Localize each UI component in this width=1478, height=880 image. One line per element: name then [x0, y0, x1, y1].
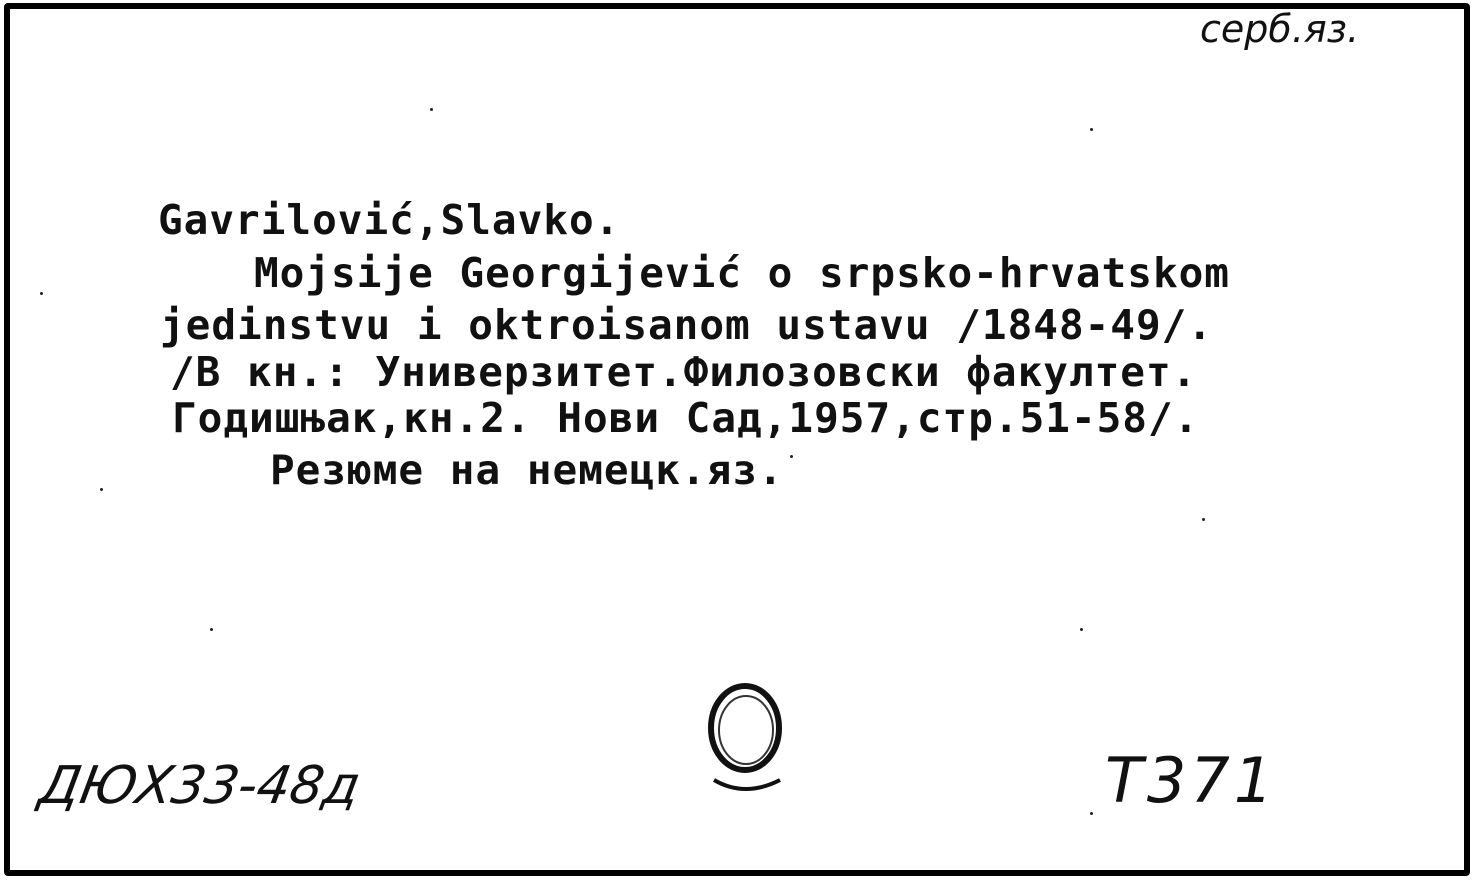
- scan-speck: [40, 292, 43, 295]
- call-number: Т371: [1105, 744, 1278, 817]
- scan-speck: [100, 488, 103, 491]
- scan-speck: [210, 628, 213, 631]
- record-title-line: jedinstvu i oktroisanom ustavu /1848-49/.: [160, 301, 1214, 349]
- record-source-line: /В кн.: Универзитет.Филозовски факултет.: [170, 348, 1198, 396]
- scan-speck: [1090, 128, 1093, 131]
- scan-speck: [1202, 518, 1205, 521]
- scan-speck: [430, 108, 433, 111]
- scan-speck: [1080, 628, 1083, 631]
- language-note: серб.яз.: [1200, 7, 1360, 51]
- scan-speck: [790, 455, 793, 458]
- record-title-line: Mojsije Georgijević o srpsko-hrvatskom: [254, 249, 1230, 297]
- record-source-line: Годишњак,кн.2. Нови Сад,1957,стр.51-58/.: [172, 394, 1200, 442]
- scan-speck: [1090, 812, 1093, 815]
- punch-hole: [700, 680, 800, 800]
- record-author: Gavrilović,Slavko.: [158, 196, 621, 244]
- shelf-code: ДЮХ33-48д: [34, 756, 365, 816]
- record-note: Резюме на немецк.яз.: [270, 446, 784, 494]
